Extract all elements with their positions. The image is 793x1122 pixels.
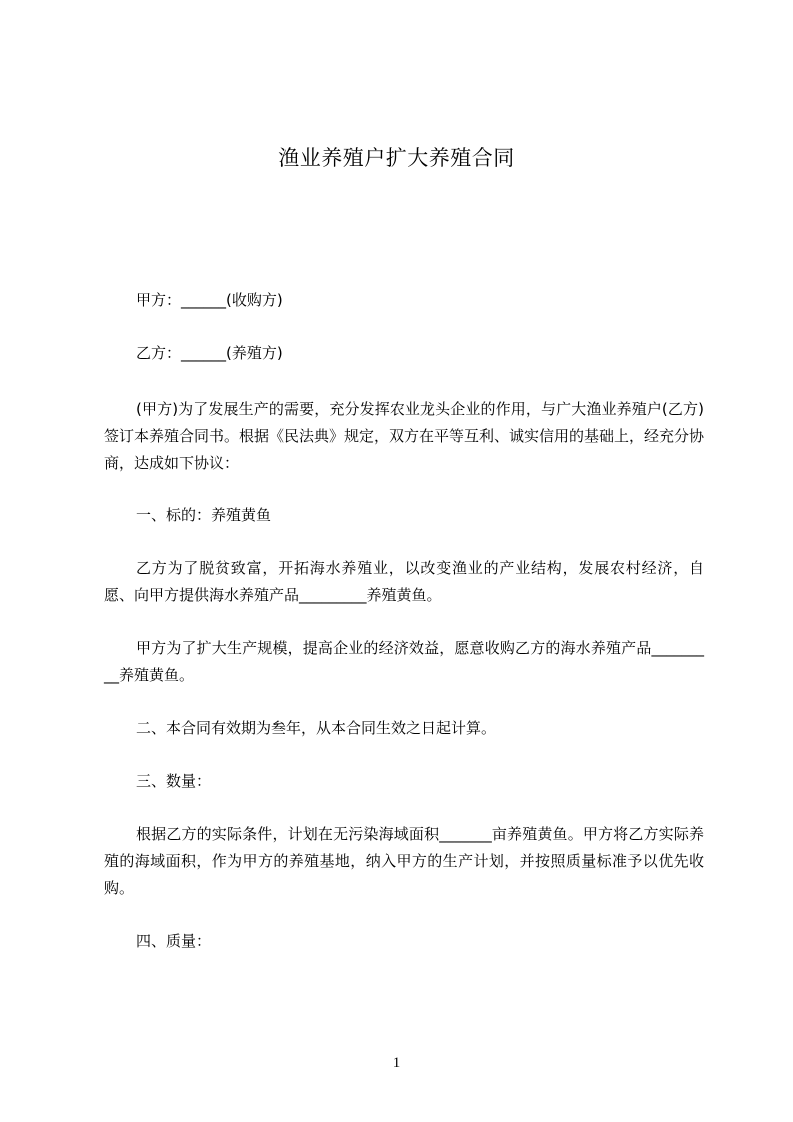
document-title: 渔业养殖户扩大养殖合同 xyxy=(278,146,515,170)
intro-paragraph: (甲方)为了发展生产的需要，充分发挥农业龙头企业的作用，与广大渔业养殖户(乙方)签订本养殖合同书。根据《民法典》规定，双方在平等互利、诚实信用的基础上，经充分协商，达成如下协议： xyxy=(104,400,705,472)
page-number: 1 xyxy=(392,1055,401,1071)
section-4-heading: 四、质量： xyxy=(136,932,212,950)
party-b-line: 乙方：______(养殖方) xyxy=(136,344,283,362)
section-1-heading: 一、标的：养殖黄鱼 xyxy=(136,506,272,524)
section-3-paragraph: 根据乙方的实际条件，计划在无污染海域面积_______亩养殖黄鱼。甲方将乙方实际养殖的海域面积，作为甲方的养殖基地，纳入甲方的生产计划，并按照质量标准予以优先收购。 xyxy=(104,825,704,897)
section-1-paragraph-1: 乙方为了脱贫致富，开拓海水养殖业，以改变渔业的产业结构，发展农村经济，自愿、向甲方提供海水养殖产品_________养殖黄鱼。 xyxy=(104,559,704,604)
section-1-paragraph-2: 甲方为了扩大生产规模，提高企业的经济效益，愿意收购乙方的海水养殖产品_________养殖黄鱼。 xyxy=(104,639,704,684)
party-a-line: 甲方：______(收购方) xyxy=(136,291,283,309)
section-3-heading: 三、数量： xyxy=(136,772,212,790)
section-2-heading: 二、本合同有效期为叁年，从本合同生效之日起计算。 xyxy=(136,719,497,737)
